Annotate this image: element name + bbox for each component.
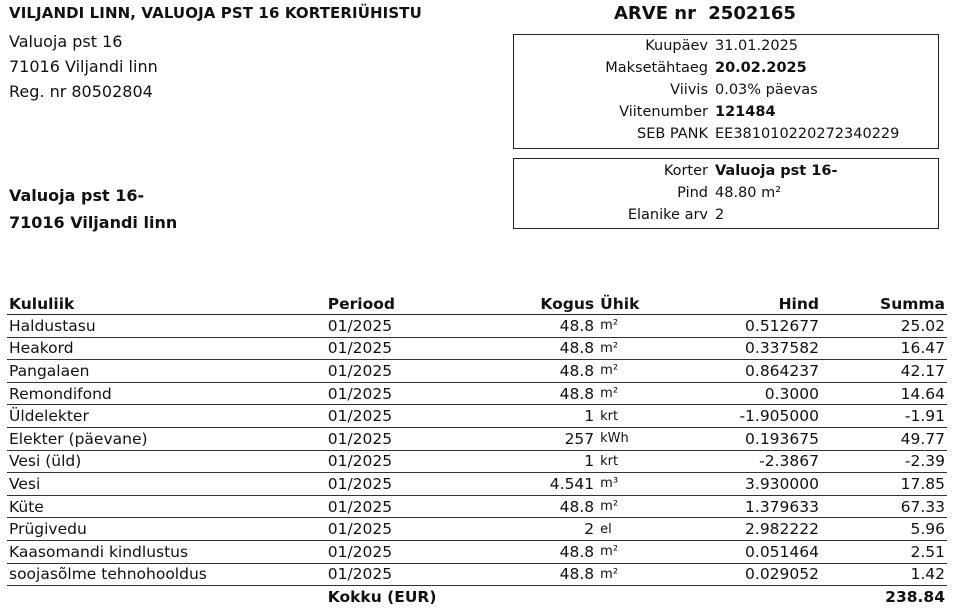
- header-sum: Summa: [821, 294, 947, 315]
- cell-period: 01/2025: [326, 495, 504, 518]
- issuer-reg-number: Reg. nr 80502804: [9, 82, 153, 101]
- cell-unit: m²: [596, 360, 661, 383]
- cell-name: Vesi (üld): [7, 450, 326, 473]
- cell-sum: 25.02: [821, 315, 947, 338]
- cell-price: 0.193675: [661, 427, 821, 450]
- apartment-residents-label: Elanike arv: [627, 207, 708, 223]
- cell-name: soojasõlme tehnohooldus: [7, 563, 326, 586]
- invoice-title: [614, 3, 796, 24]
- cell-sum: 17.85: [821, 473, 947, 496]
- header-period: Periood: [326, 294, 504, 315]
- cell-price: -1.905000: [661, 405, 821, 428]
- detail-due-date-label: Maksetähtaeg: [605, 60, 708, 76]
- detail-date-label: Kuupäev: [645, 38, 708, 54]
- cell-unit: m²: [596, 495, 661, 518]
- detail-reference-label: Viitenumber: [619, 104, 708, 120]
- cell-price: 0.3000: [661, 382, 821, 405]
- cell-unit: m²: [596, 337, 661, 360]
- cell-unit: el: [596, 518, 661, 541]
- table-row: [7, 427, 947, 450]
- cell-price: 0.337582: [661, 337, 821, 360]
- issuer-name: VILJANDI LINN, VALUOJA PST 16 KORTERIÜHISTU: [9, 4, 422, 22]
- cell-sum: 5.96: [821, 518, 947, 541]
- table-row: [7, 563, 947, 586]
- cell-sum: 67.33: [821, 495, 947, 518]
- charges-table: [7, 294, 947, 608]
- table-row: [7, 540, 947, 563]
- invoice-title-label: ARVE nr: [614, 3, 696, 24]
- cell-sum: -2.39: [821, 450, 947, 473]
- cell-name: Kaasomandi kindlustus: [7, 540, 326, 563]
- cell-name: Haldustasu: [7, 315, 326, 338]
- cell-name: Heakord: [7, 337, 326, 360]
- apartment-address-label: Korter: [663, 163, 708, 179]
- table-row: [7, 518, 947, 541]
- cell-qty: 48.8: [504, 337, 596, 360]
- invoice-number: 2502165: [708, 3, 796, 24]
- cell-period: 01/2025: [326, 405, 504, 428]
- total-row: [7, 586, 947, 608]
- apartment-residents-value: 2: [715, 207, 725, 223]
- cell-sum: 42.17: [821, 360, 947, 383]
- cell-qty: 4.541: [504, 473, 596, 496]
- cell-qty: 48.8: [504, 540, 596, 563]
- total-label: Kokku (EUR): [327, 587, 437, 606]
- cell-price: 3.930000: [661, 473, 821, 496]
- cell-unit: m²: [596, 540, 661, 563]
- header-qty: Kogus: [504, 294, 596, 315]
- invoice-details-box: [513, 34, 939, 149]
- cell-sum: 16.47: [821, 337, 947, 360]
- cell-qty: 48.8: [504, 382, 596, 405]
- cell-period: 01/2025: [326, 360, 504, 383]
- cell-name: Pangalaen: [7, 360, 326, 383]
- cell-period: 01/2025: [326, 382, 504, 405]
- table-header-row: [7, 294, 947, 315]
- cell-price: -2.3867: [661, 450, 821, 473]
- header-price: Hind: [661, 294, 821, 315]
- cell-name: Elekter (päevane): [7, 427, 326, 450]
- cell-period: 01/2025: [326, 473, 504, 496]
- detail-date-value: 31.01.2025: [715, 38, 799, 54]
- cell-qty: 48.8: [504, 315, 596, 338]
- cell-sum: -1.91: [821, 405, 947, 428]
- issuer-address-line1: Valuoja pst 16: [9, 32, 123, 51]
- header-name: Kululiik: [7, 294, 326, 315]
- apartment-area-value: 48.80 m²: [715, 185, 782, 201]
- table-row: [7, 473, 947, 496]
- cell-unit: kWh: [596, 427, 661, 450]
- cell-unit: m²: [596, 382, 661, 405]
- detail-bank-label: SEB PANK: [636, 126, 708, 142]
- cell-unit: m²: [596, 563, 661, 586]
- cell-qty: 1: [504, 450, 596, 473]
- table-row: [7, 382, 947, 405]
- cell-qty: 48.8: [504, 360, 596, 383]
- cell-sum: 1.42: [821, 563, 947, 586]
- cell-period: 01/2025: [326, 540, 504, 563]
- cell-unit: krt: [596, 405, 661, 428]
- cell-name: Vesi: [7, 473, 326, 496]
- header-unit: Ühik: [596, 294, 661, 315]
- cell-sum: 49.77: [821, 427, 947, 450]
- cell-period: 01/2025: [326, 518, 504, 541]
- cell-unit: m³: [596, 473, 661, 496]
- detail-reference-value: 121484: [715, 104, 776, 120]
- cell-qty: 257: [504, 427, 596, 450]
- cell-period: 01/2025: [326, 315, 504, 338]
- cell-price: 0.051464: [661, 540, 821, 563]
- apartment-area-label: Pind: [677, 185, 708, 201]
- cell-price: 0.864237: [661, 360, 821, 383]
- table-row: [7, 405, 947, 428]
- cell-price: 1.379633: [661, 495, 821, 518]
- table-row: [7, 450, 947, 473]
- total-spacer: [7, 586, 326, 608]
- table-row: [7, 315, 947, 338]
- cell-qty: 48.8: [504, 563, 596, 586]
- detail-penalty-value: 0.03% päevas: [715, 82, 818, 98]
- cell-price: 0.029052: [661, 563, 821, 586]
- cell-qty: 48.8: [504, 495, 596, 518]
- cell-period: 01/2025: [326, 337, 504, 360]
- cell-sum: 14.64: [821, 382, 947, 405]
- cell-price: 2.982222: [661, 518, 821, 541]
- cell-name: Prügivedu: [7, 518, 326, 541]
- table-row: [7, 495, 947, 518]
- detail-penalty-label: Viivis: [670, 82, 708, 98]
- cell-period: 01/2025: [326, 450, 504, 473]
- cell-unit: m²: [596, 315, 661, 338]
- cell-sum: 2.51: [821, 540, 947, 563]
- cell-unit: krt: [596, 450, 661, 473]
- cell-name: Üldelekter: [7, 405, 326, 428]
- cell-qty: 2: [504, 518, 596, 541]
- cell-name: Remondifond: [7, 382, 326, 405]
- total-value: 238.84: [885, 587, 945, 606]
- cell-price: 0.512677: [661, 315, 821, 338]
- detail-bank-value: EE381010220272340229: [715, 126, 900, 142]
- detail-due-date-value: 20.02.2025: [715, 60, 807, 76]
- apartment-box: [513, 158, 939, 229]
- table-row: [7, 337, 947, 360]
- recipient-line1: Valuoja pst 16-: [9, 186, 145, 205]
- cell-qty: 1: [504, 405, 596, 428]
- cell-name: Küte: [7, 495, 326, 518]
- apartment-address-value: Valuoja pst 16-: [715, 163, 838, 179]
- cell-period: 01/2025: [326, 563, 504, 586]
- table-row: [7, 360, 947, 383]
- recipient-line2: 71016 Viljandi linn: [9, 213, 178, 232]
- cell-period: 01/2025: [326, 427, 504, 450]
- issuer-address-line2: 71016 Viljandi linn: [9, 57, 158, 76]
